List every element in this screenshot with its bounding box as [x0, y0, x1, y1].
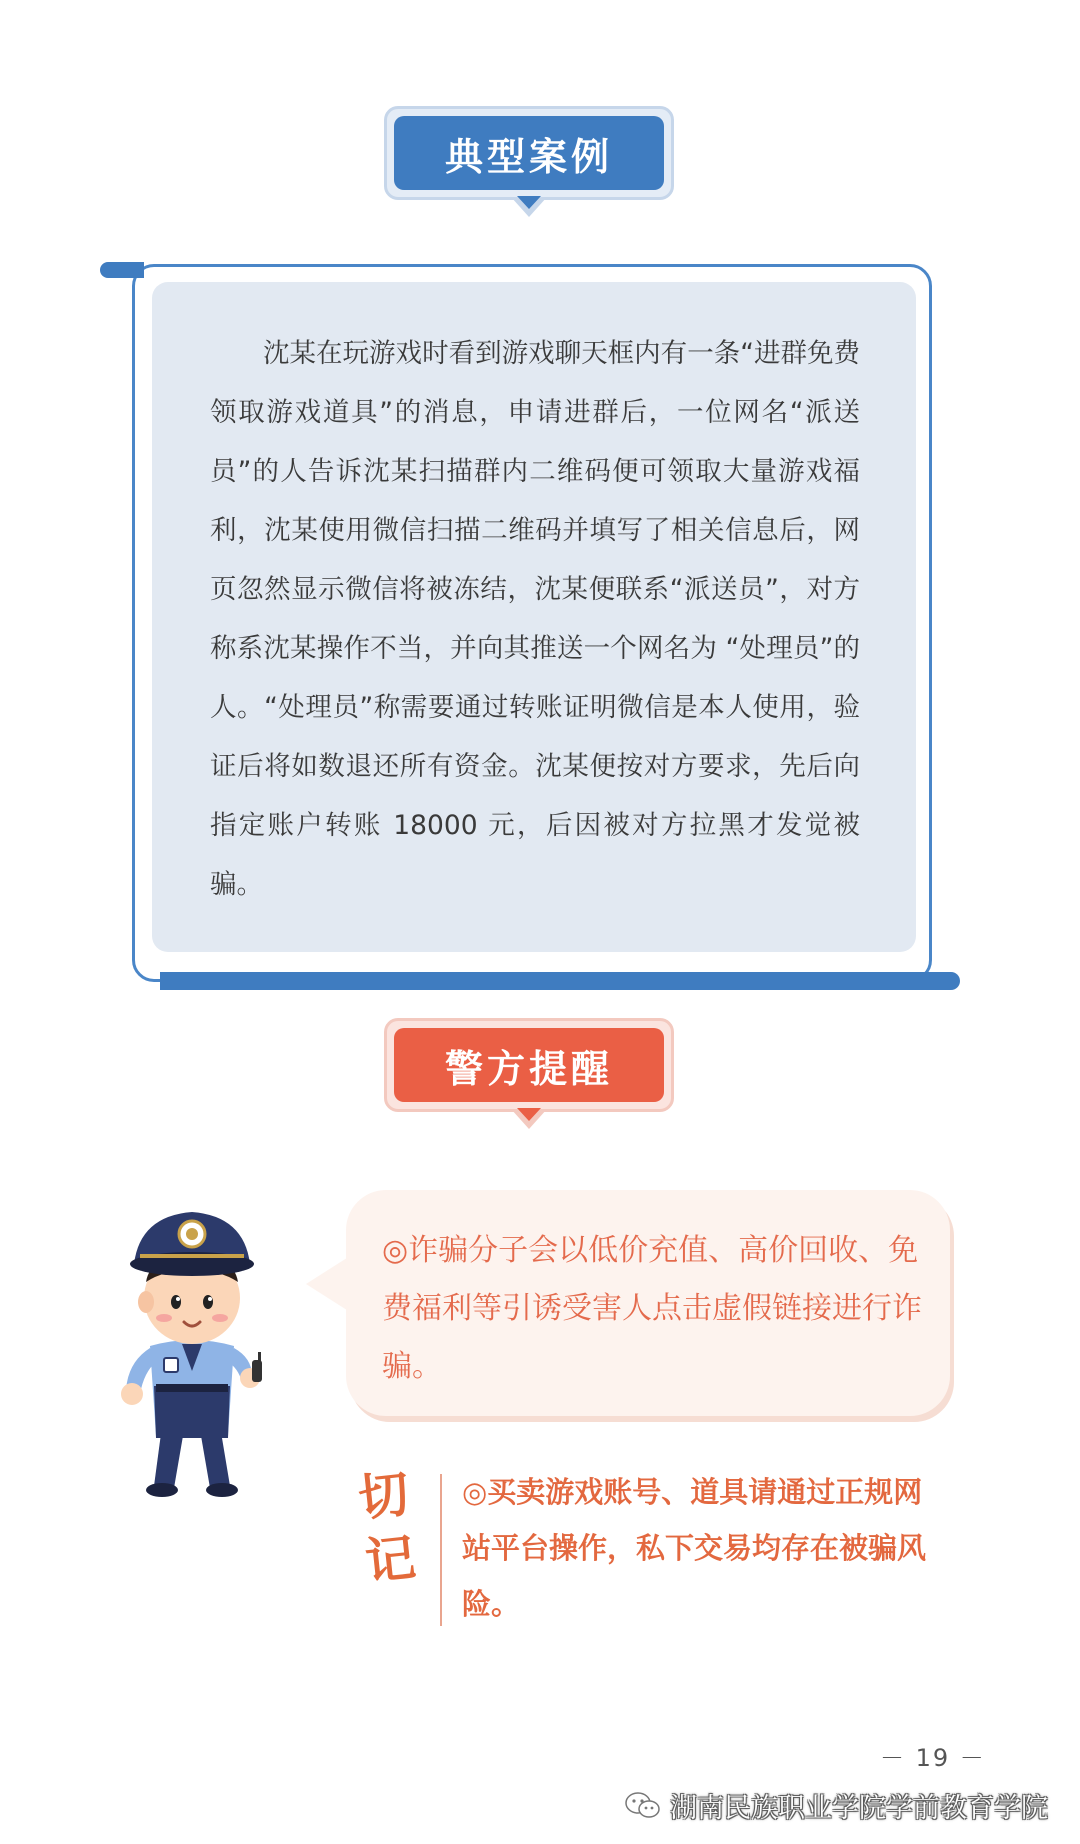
police-header-bg [394, 1028, 664, 1102]
case-text: 沈某在玩游戏时看到游戏聊天框内有一条“进群免费领取游戏道具”的消息，申请进群后，一位网名“派送员”的人告诉沈某扫描群内二维码便可领取大量游戏福利，沈某使用微信扫描二维码并填写了相关信息后，网页忽然显示微信将被冻结，沈某便联系“派送员”，对方称系沈某操作不当，并向其推送一个网名为 “处理员”的人。“处理员”称需要通过转账证明微信是本人使用，验证后将如数退还所有资金。沈某便按对方要求，先后向指定账户转账 18000 元，后因被对方拉黑才发觉被骗。 [210, 338, 860, 900]
page-number: － 19 － [880, 1744, 986, 1772]
remember-divider [440, 1474, 442, 1626]
bubble-tail [306, 1256, 350, 1312]
remember-text: ◎买卖游戏账号、道具请通过正规网站平台操作，私下交易均存在被骗风险。 [462, 1475, 927, 1621]
case-header-pointer-inner [517, 196, 541, 209]
warning-bubble-text: ◎诈骗分子会以低价充值、高价回收、免费福利等引诱受害人点击虚假链接进行诈骗。 [382, 1233, 922, 1384]
police-header-title: 警方提醒 [444, 1045, 613, 1091]
remember-mark: 切记 [355, 1463, 419, 1592]
case-header-title: 典型案例 [444, 133, 613, 179]
wechat-icon [624, 1791, 662, 1821]
police-header-pointer-inner [517, 1108, 541, 1121]
police-officer-icon [92, 1186, 292, 1506]
case-header-bg [394, 116, 664, 190]
watermark-text: 湖南民族职业学院学前教育学院 [670, 1793, 1048, 1824]
case-section-header [384, 106, 674, 200]
watermark [624, 1786, 1048, 1825]
case-scroll-top [100, 262, 144, 278]
police-section-header [384, 1018, 674, 1112]
case-scroll-bottom [160, 972, 960, 990]
